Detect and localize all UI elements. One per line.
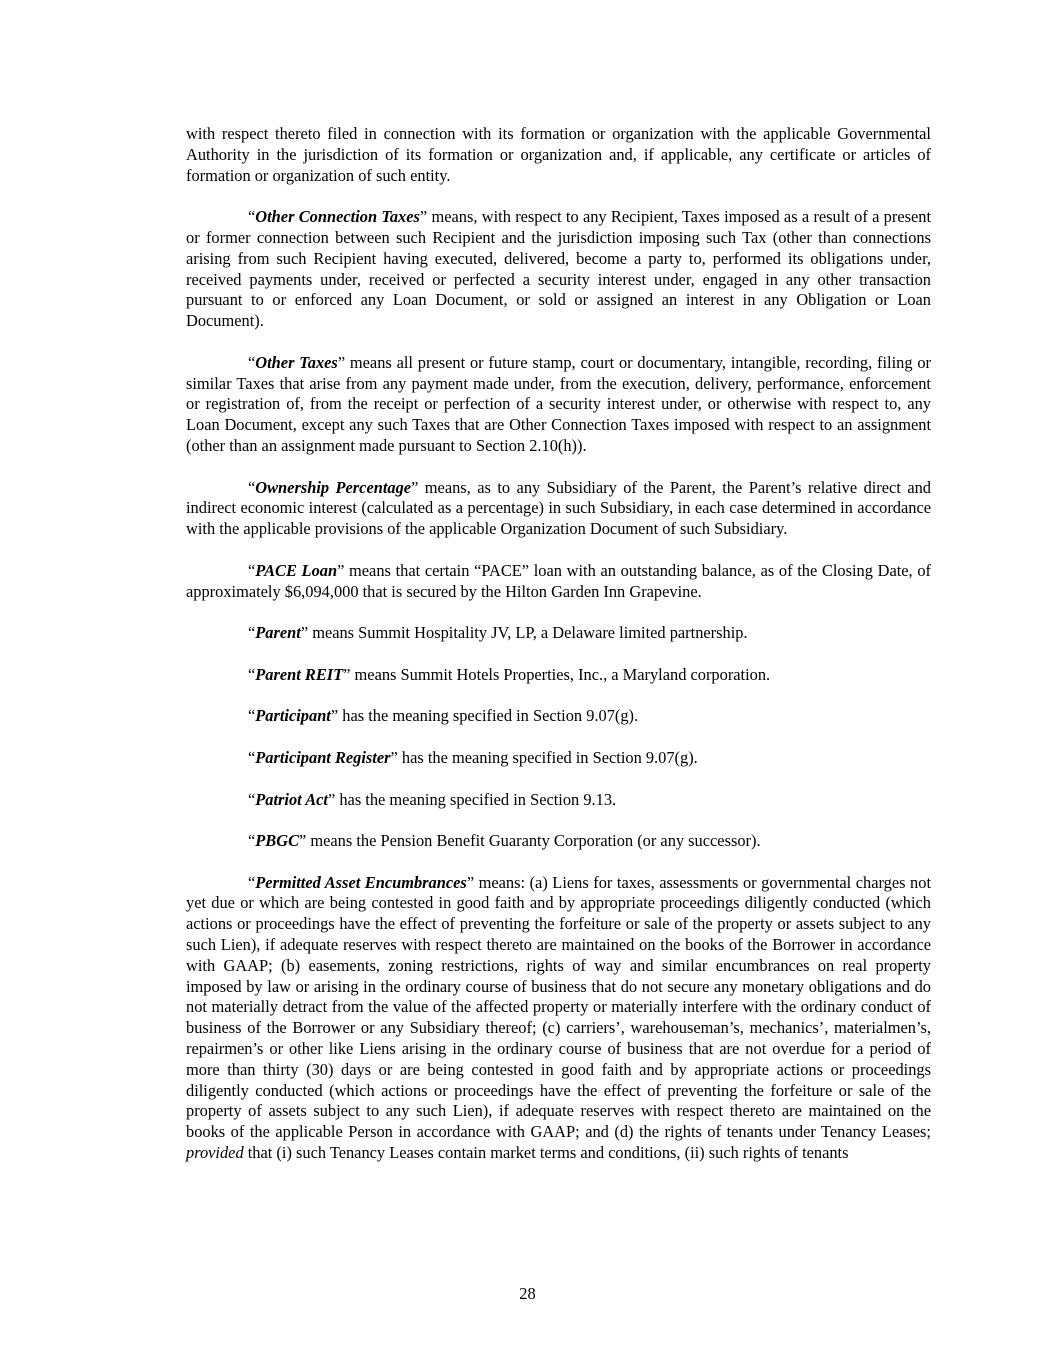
close-quote: ” (300, 623, 309, 643)
open-quote: “ (248, 477, 256, 497)
open-quote: “ (248, 872, 256, 892)
definition-other-connection-taxes (186, 207, 931, 332)
definition-text: has the meaning specified in Section 9.07(g). (397, 747, 698, 767)
defined-term: Parent (255, 623, 301, 643)
close-quote: ” (337, 560, 345, 580)
defined-term: PACE Loan (255, 560, 338, 580)
document-body (186, 124, 931, 1164)
close-quote: ” (343, 664, 351, 684)
definition-text: means Summit Hospitality JV, LP, a Delaware limited partnership. (308, 623, 748, 643)
open-quote: “ (248, 623, 256, 643)
definition-parent-reit (186, 665, 931, 686)
defined-term: Ownership Percentage (255, 477, 412, 497)
definition-text: means, with respect to any Recipient, Taxes imposed as a result of a present or former connection between such Recipient and the jurisdiction imposing such Tax (other than connections arising from such Recipient having executed, delivered, become a party to, performed its obligations under, received payments under, received or perfected a security interest under, engaged in any other transaction pursuant to or enforced any Loan Document, or sold or assigned an interest in any Obligation or Loan Document). (186, 207, 932, 331)
defined-term: Parent REIT (255, 664, 344, 684)
defined-term: Participant (255, 706, 331, 726)
defined-term: Permitted Asset Encumbrances (255, 872, 467, 892)
definition-text: means Summit Hotels Properties, Inc., a Maryland corporation. (350, 664, 771, 684)
definition-patriot-act (186, 790, 931, 811)
open-quote: “ (248, 789, 256, 809)
definition-text-continued: that (i) such Tenancy Leases contain market terms and conditions, (ii) such rights of tenants (243, 1143, 849, 1163)
close-quote: ” (337, 352, 346, 372)
close-quote: ” (419, 207, 428, 227)
continuation-paragraph (186, 124, 931, 186)
open-quote: “ (248, 352, 256, 372)
defined-term: Other Connection Taxes (255, 207, 420, 227)
definition-participant-register (186, 748, 931, 769)
definition-text: means: (a) Liens for taxes, assessments or governmental charges not yet due or which are being contested in good faith and by appropriate proceedings diligently conducted (which actions or proceedings have the effect of preventing the forfeiture or sale of the property or assets subject to any such Lien), if adequate reserves with respect thereto are maintained on the books of the Borrower in accordance with GAAP; (b) easements, zoning restrictions, rights of way and similar encumbrances on real property imposed by law or arising in the ordinary course of business that do not secure any monetary obligations and do not materially detract from the value of the affected property or materially interfere with the ordinary conduct of business of the Borrower or any Subsidiary thereof; (c) carriers’, warehouseman’s, mechanics’, materialmen’s, repairmen’s or other like Liens arising in the ordinary course of business that are not overdue for a period of more than thirty (30) days or are being contested in good faith and by appropriate actions or proceedings diligently conducted (which actions or proceedings have the effect of preventing the forfeiture or sale of the property of assets subject to any such Lien), if adequate reserves with respect thereto are maintained on the books of the applicable Person in accordance with GAAP; and (d) the rights of tenants under Tenancy Leases; (186, 872, 931, 1142)
defined-term: Participant Register (255, 747, 391, 767)
paragraph-text: with respect thereto filed in connection with its formation or organization with the applicable Governmental Authority in the jurisdiction of its formation or organization and, if applicable, any certificate or articles of formation or organization of such entity. (186, 124, 931, 185)
open-quote: “ (248, 831, 256, 851)
definition-text: has the meaning specified in Section 9.07(g). (338, 706, 639, 726)
defined-term: Other Taxes (255, 352, 338, 372)
close-quote: ” (411, 477, 419, 497)
definition-text: means the Pension Benefit Guaranty Corporation (or any successor). (306, 831, 761, 851)
open-quote: “ (248, 747, 256, 767)
definition-pace-loan (186, 561, 931, 603)
definition-participant (186, 706, 931, 727)
close-quote: ” (299, 831, 307, 851)
open-quote: “ (248, 664, 256, 684)
definition-text: means, as to any Subsidiary of the Parent, the Parent’s relative direct and indirect economic interest (calculated as a percentage) in such Subsidiary, in each case determined in accordance with the applicable provisions of the applicable Organization Document of such Subsidiary. (186, 477, 931, 539)
open-quote: “ (248, 706, 256, 726)
definition-text: means all present or future stamp, court or documentary, intangible, recording, filing or similar Taxes that arise from any payment made under, from the execution, delivery, performance, enforcement or registration of, from the receipt or perfection of a security interest under, or otherwise with respect to, any Loan Document, except any such Taxes that are Other Connection Taxes imposed with respect to an assignment (other than an assignment made pursuant to Section 2.10(h)). (186, 352, 931, 455)
open-quote: “ (248, 207, 256, 227)
page-number: 28 (519, 1284, 536, 1303)
definition-ownership-percentage (186, 478, 931, 540)
definition-pbgc (186, 831, 931, 852)
close-quote: ” (327, 789, 336, 809)
definition-text: has the meaning specified in Section 9.13. (335, 789, 617, 809)
defined-term: Patriot Act (255, 789, 328, 809)
definition-text: means that certain “PACE” loan with an outstanding balance, as of the Closing Date, of approximately $6,094,000 that is secured by the Hilton Garden Inn Grapevine. (186, 560, 931, 601)
definition-parent (186, 623, 931, 644)
close-quote: ” (466, 872, 475, 892)
close-quote: ” (330, 706, 339, 726)
defined-term: PBGC (255, 831, 299, 851)
open-quote: “ (248, 560, 256, 580)
close-quote: ” (390, 747, 398, 767)
definition-other-taxes (186, 353, 931, 457)
definition-permitted-asset-encumbrances (186, 873, 931, 1164)
italic-word: provided (186, 1143, 244, 1163)
